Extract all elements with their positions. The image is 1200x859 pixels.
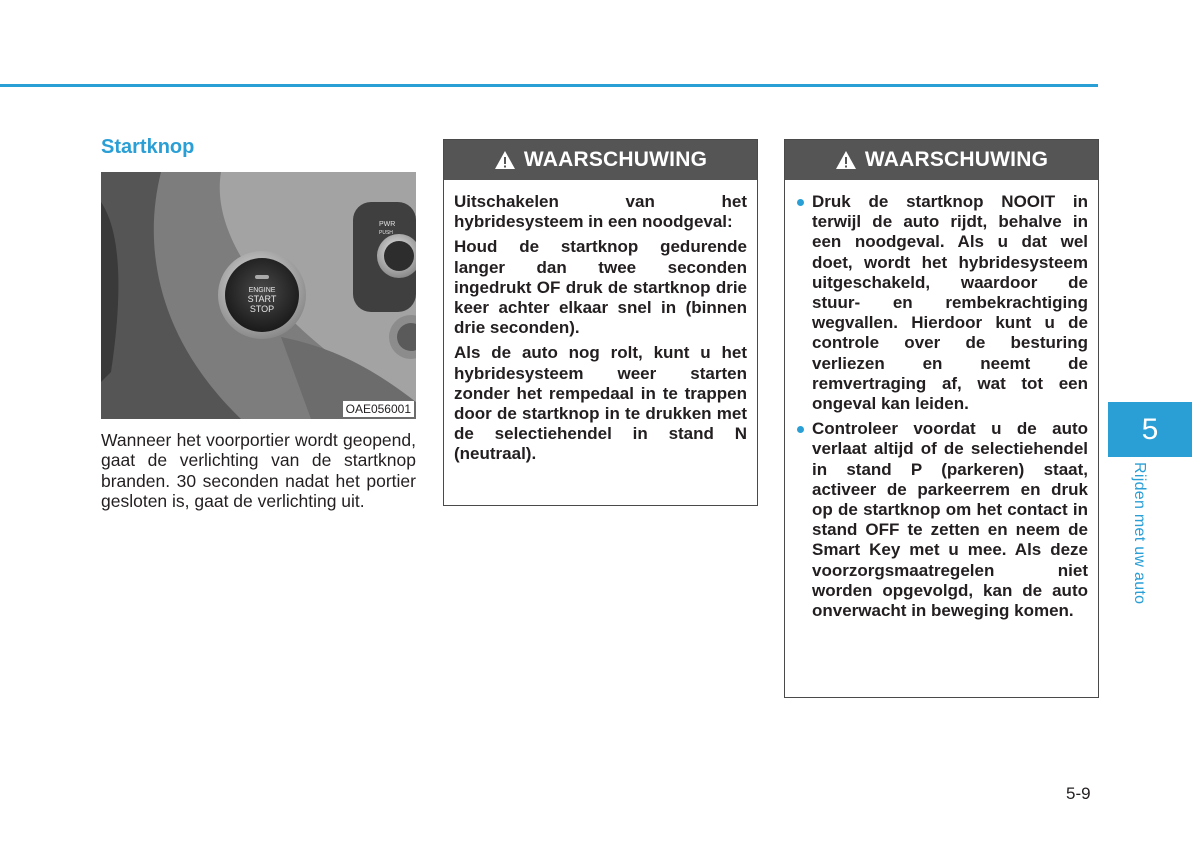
- stop-label: STOP: [249, 304, 275, 314]
- warning-paragraph: Houd de startknop gedurende langer dan twee seconden ingedrukt OF druk de startknop drie keer achter elkaar snel in (binnen drie seconden).: [454, 237, 747, 338]
- start-label: START: [247, 294, 277, 304]
- bullet-dot-icon: [797, 426, 804, 433]
- warning-paragraph: Uitschakelen van het hybridesysteem in een noodgeval:: [454, 192, 747, 232]
- warning-box-2: [784, 139, 1099, 698]
- warning-bullet: [795, 419, 1088, 621]
- section-title: Startknop: [101, 136, 195, 158]
- warning-bullet: [795, 192, 1088, 414]
- bullet-dot-icon: [797, 199, 804, 206]
- warning-box-1: [443, 139, 758, 506]
- chapter-number-tab: 5: [1108, 402, 1192, 457]
- warning-bullet-text: Druk de startknop NOOIT in terwijl de auto rijdt, behalve in een noodgeval. Als u dat wel doet, wordt het hybridesysteem uitgeschakeld, waardoor de stuur- en rembekrachtiging wegvallen. Hierdoor kunt u de controle over de besturing verliezen en neemt de remvertraging af, wat tot een ongeval kan leiden.: [812, 192, 1088, 414]
- warning-paragraph: Als de auto nog rolt, kunt u het hybridesysteem weer starten zonder het rempedaal in te trappen door de startknop in te drukken met de selectiehendel in stand N (neutraal).: [454, 343, 747, 464]
- photo-code: OAE056001: [343, 401, 414, 417]
- warning-body-2: [785, 180, 1098, 621]
- page-number: 5-9: [1066, 784, 1091, 803]
- warning-body-1: [444, 180, 757, 465]
- engine-label: ENGINE: [248, 287, 276, 294]
- start-button-photo: [101, 172, 416, 419]
- chapter-label: Rijden met uw auto: [1131, 462, 1148, 605]
- push-label: PUSH: [379, 230, 393, 236]
- warning-triangle-icon: [835, 150, 857, 170]
- warning-title-2: WAARSCHUWING: [864, 148, 1049, 171]
- warning-triangle-icon: [494, 150, 516, 170]
- pwr-label: PWR: [379, 221, 396, 228]
- warning-bullet-text: Controleer voordat u de auto verlaat altijd of de selectiehendel in stand P (parkeren) staat, activeer de parkeerrem en druk op de startknop om het contact in stand OFF te zetten en neem de Smart Key met u mee. Als deze voorzorgsmaatregelen niet worden opgevolgd, kan de auto onverwacht in beweging komen.: [812, 419, 1088, 621]
- header-rule: [0, 84, 1098, 87]
- warning-title-1: WAARSCHUWING: [523, 148, 708, 171]
- warning-header-2: [785, 140, 1098, 180]
- warning-bullet-list: [795, 192, 1088, 621]
- section-body: Wanneer het voorportier wordt geopend, gaat de verlichting van de startknop branden. 30 seconden nadat het portier gesloten is, gaat de verlichting uit.: [101, 430, 416, 511]
- warning-header-1: [444, 140, 757, 180]
